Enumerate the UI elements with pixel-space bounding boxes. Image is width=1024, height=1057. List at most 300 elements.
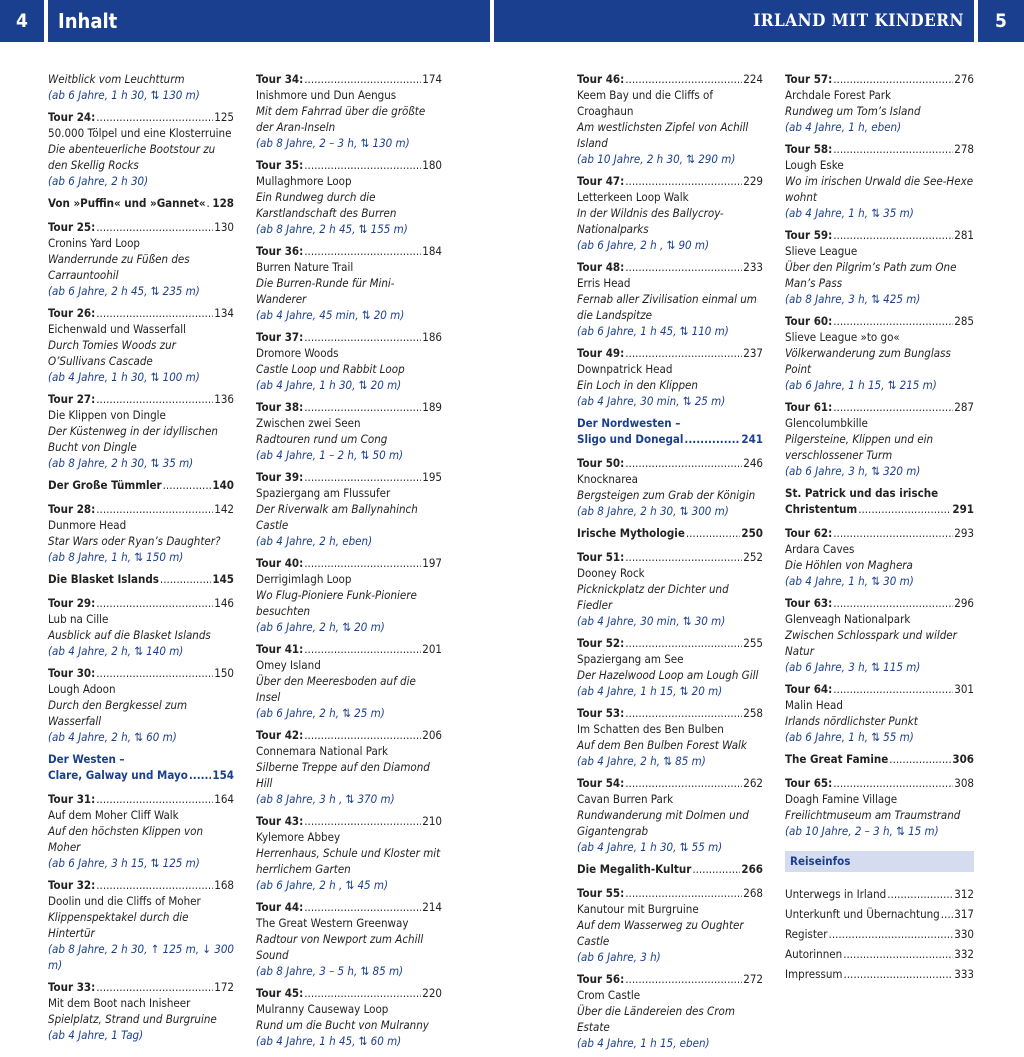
tour-name: Dromore Woods <box>256 346 339 360</box>
tour-meta: (ab 8 Jahre, 3 – 5 h, ⇅ 85 m) <box>256 964 404 978</box>
leader-dots <box>625 455 742 471</box>
leader-dots <box>686 525 741 541</box>
tour-name: Lub na Cille <box>48 612 109 626</box>
entry-label: Die Blasket Islands <box>48 572 159 586</box>
tour-name: Derrigimlagh Loop <box>256 572 352 586</box>
tour-name: Archdale Forest Park <box>785 88 892 102</box>
entry-label: Sligo und Donegal <box>577 432 684 446</box>
page-number: 278 <box>954 142 974 156</box>
tour-meta: (ab 4 Jahre, 2 h, ⇅ 85 m) <box>577 754 706 768</box>
tour-heading-row[interactable] <box>256 469 442 485</box>
tour-description: Radtour von Newport zum Achill Sound <box>256 932 424 962</box>
entry-label: Tour 30: <box>48 666 96 680</box>
leader-dots <box>304 727 421 743</box>
tour-name: Auf dem Moher Cliff Walk <box>48 808 179 822</box>
tour-heading-row[interactable] <box>785 141 974 157</box>
tour-name: Inishmore und Dun Aengus <box>256 88 397 102</box>
tour-heading-row[interactable] <box>577 549 763 565</box>
toc-entry <box>577 415 763 447</box>
tour-name: Downpatrick Head <box>577 362 673 376</box>
tour-description: Pilgersteine, Klippen und ein verschlossener Turm <box>785 432 934 462</box>
page-number: 241 <box>741 432 763 446</box>
tour-heading-row[interactable] <box>48 501 234 517</box>
tour-name: Die Klippen von Dingle <box>48 408 166 422</box>
leader-dots <box>833 71 953 87</box>
leader-dots <box>625 705 742 721</box>
leader-dots <box>625 885 742 901</box>
tour-meta: (ab 6 Jahre, 3 h, ⇅ 320 m) <box>785 464 921 478</box>
entry-label: Irische Mythologie <box>577 526 685 540</box>
tour-name: Slieve League »to go« <box>785 330 900 344</box>
page-number: 197 <box>422 556 442 570</box>
toc-entry <box>577 775 763 855</box>
tour-meta: (ab 6 Jahre, 1 h 30, ⇅ 130 m) <box>48 88 200 102</box>
toc-entry <box>48 219 234 299</box>
tour-meta: (ab 6 Jahre, 2 h 45, ⇅ 235 m) <box>48 284 200 298</box>
leader-dots <box>625 259 742 275</box>
tour-meta: (ab 8 Jahre, 2 h 30, ⇅ 300 m) <box>577 504 729 518</box>
tour-heading-row[interactable] <box>256 985 442 1001</box>
tour-heading-row[interactable] <box>48 219 234 235</box>
page-number: 134 <box>214 306 234 320</box>
tour-meta: (ab 4 Jahre, 1 h 30, ⇅ 100 m) <box>48 370 200 384</box>
tour-name: Mullaghmore Loop <box>256 174 352 188</box>
page-number: 262 <box>743 776 763 790</box>
page-number: 154 <box>212 768 234 782</box>
tour-heading-row[interactable] <box>256 555 442 571</box>
tour-description: Der Hazelwood Loop am Lough Gill <box>577 668 759 682</box>
tour-meta: (ab 8 Jahre, 2 h 30, ↑ 125 m, ↓ 300 m) <box>48 942 235 972</box>
tour-name: Cronins Yard Loop <box>48 236 140 250</box>
tour-meta: (ab 6 Jahre, 2 h , ⇅ 90 m) <box>577 238 710 252</box>
entry-label: Tour 53: <box>577 706 625 720</box>
tour-name: Knocknarea <box>577 472 638 486</box>
entry-label: The Great Famine <box>785 752 889 766</box>
entry-label: Tour 38: <box>256 400 304 414</box>
entry-label: Tour 32: <box>48 878 96 892</box>
tour-meta: (ab 4 Jahre, 1 h, ⇅ 35 m) <box>785 206 914 220</box>
tour-heading-row[interactable] <box>577 705 763 721</box>
tour-meta: (ab 4 Jahre, 30 min, ⇅ 25 m) <box>577 394 726 408</box>
tour-meta: (ab 4 Jahre, 1 h 30, ⇅ 55 m) <box>577 840 723 854</box>
entry-label: Die Megalith-Kultur <box>577 862 692 876</box>
tour-heading-row[interactable] <box>48 109 234 125</box>
tour-description: Auf den höchsten Klippen von Moher <box>48 824 204 854</box>
tour-heading-row[interactable] <box>256 641 442 657</box>
toc-entry <box>48 571 234 587</box>
leader-dots <box>304 157 421 173</box>
tour-meta: (ab 6 Jahre, 3 h) <box>577 950 661 964</box>
tour-description: Völkerwanderung zum Bunglass Point <box>785 346 951 376</box>
toc-entry <box>48 595 234 659</box>
tour-description: Über den Meeresboden auf die Insel <box>256 674 416 704</box>
tour-name: Malin Head <box>785 698 843 712</box>
entry-label: Clare, Galway und Mayo <box>48 768 188 782</box>
toc-column-3 <box>577 71 763 1057</box>
leader-dots <box>304 985 421 1001</box>
entry-label: Tour 31: <box>48 792 96 806</box>
tour-heading-row[interactable] <box>256 813 442 829</box>
toc-entry <box>577 259 763 339</box>
tour-meta: (ab 4 Jahre, 45 min, ⇅ 20 m) <box>256 308 405 322</box>
toc-entry <box>577 705 763 769</box>
toc-link-row[interactable] <box>785 946 974 962</box>
toc-entry <box>48 71 234 103</box>
page-number: 125 <box>214 110 234 124</box>
section-row[interactable] <box>48 477 234 493</box>
leader-dots <box>843 966 953 982</box>
tour-name: Mit dem Boot nach Inisheer <box>48 996 191 1010</box>
tour-name: Connemara National Park <box>256 744 389 758</box>
tour-description: Mit dem Fahrrad über die größte der Aran-Inseln <box>256 104 426 134</box>
toc-entry <box>785 313 974 393</box>
tour-heading-row[interactable] <box>785 525 974 541</box>
tour-heading-row[interactable] <box>256 727 442 743</box>
page-number: 266 <box>741 862 763 876</box>
tour-heading-row[interactable] <box>785 227 974 243</box>
page-number: 250 <box>741 526 763 540</box>
tour-description: In der Wildnis des Ballycroy-Nationalparks <box>577 206 724 236</box>
tour-name: Kylemore Abbey <box>256 830 341 844</box>
tour-meta: (ab 6 Jahre, 3 h 15, ⇅ 125 m) <box>48 856 200 870</box>
tour-meta: (ab 8 Jahre, 2 – 3 h, ⇅ 130 m) <box>256 136 410 150</box>
toc-entry <box>577 455 763 519</box>
page-number: 130 <box>214 220 234 234</box>
tour-name: Im Schatten des Ben Bulben <box>577 722 724 736</box>
page-number: 201 <box>422 642 442 656</box>
page-number: 168 <box>214 878 234 892</box>
entry-label: Tour 25: <box>48 220 96 234</box>
tour-meta: (ab 8 Jahre, 1 h, ⇅ 150 m) <box>48 550 184 564</box>
tour-heading-row[interactable] <box>577 71 763 87</box>
leader-dots <box>833 525 953 541</box>
tour-description: Herrenhaus, Schule und Kloster mit herrlichem Garten <box>256 846 441 876</box>
tour-heading-row[interactable] <box>785 71 974 87</box>
tour-description: Am westlichsten Zipfel von Achill Island <box>577 120 749 150</box>
toc-entry <box>48 877 234 973</box>
leader-dots <box>304 555 421 571</box>
page-number: 180 <box>422 158 442 172</box>
page-number: 296 <box>954 596 974 610</box>
leader-dots <box>96 219 213 235</box>
region-row[interactable] <box>48 767 234 783</box>
page-number: 210 <box>422 814 442 828</box>
toc-entry <box>48 791 234 871</box>
tour-heading-row[interactable] <box>577 775 763 791</box>
tour-description: Rundweg um Tom’s Island <box>785 104 921 118</box>
tour-heading-row[interactable] <box>256 899 442 915</box>
tour-heading-row[interactable] <box>577 345 763 361</box>
tour-heading-row[interactable] <box>48 595 234 611</box>
toc-link-row[interactable] <box>785 886 974 902</box>
leader-dots <box>304 329 421 345</box>
leader-dots <box>304 71 421 87</box>
entry-label: Tour 63: <box>785 596 833 610</box>
tour-meta: (ab 6 Jahre, 2 h , ⇅ 45 m) <box>256 878 389 892</box>
tour-meta: (ab 4 Jahre, 1 h 30, ⇅ 20 m) <box>256 378 402 392</box>
tour-heading-row[interactable] <box>48 391 234 407</box>
tour-heading-row[interactable] <box>256 157 442 173</box>
tour-meta: (ab 6 Jahre, 1 h 45, ⇅ 110 m) <box>577 324 729 338</box>
leader-dots <box>833 775 953 791</box>
tour-heading-row[interactable] <box>256 329 442 345</box>
tour-heading-row[interactable] <box>577 885 763 901</box>
tour-name: Lough Eske <box>785 158 844 172</box>
tour-heading-row[interactable] <box>256 71 442 87</box>
tour-name: Spaziergang am Flussufer <box>256 486 391 500</box>
tour-heading-row[interactable] <box>256 399 442 415</box>
toc-entry <box>785 71 974 135</box>
entry-label: Tour 26: <box>48 306 96 320</box>
leader-dots <box>833 141 953 157</box>
tour-meta: (ab 10 Jahre, 2 – 3 h, ⇅ 15 m) <box>785 824 939 838</box>
section-heading-line: St. Patrick und das irische <box>785 486 939 500</box>
toc-entry <box>577 885 763 965</box>
entry-label: Tour 41: <box>256 642 304 656</box>
tour-heading-row[interactable] <box>785 775 974 791</box>
toc-entry <box>256 399 442 463</box>
page-number: 272 <box>743 972 763 986</box>
tour-name: 50.000 Tölpel und eine Klosterruine <box>48 126 232 140</box>
leader-dots <box>833 681 953 697</box>
leader-dots <box>684 431 740 447</box>
tour-name: Omey Island <box>256 658 321 672</box>
tour-name: Letterkeen Loop Walk <box>577 190 689 204</box>
tour-heading-row[interactable] <box>785 681 974 697</box>
section-row[interactable] <box>785 751 974 767</box>
entry-label: Tour 58: <box>785 142 833 156</box>
toc-entry <box>577 525 763 541</box>
toc-link-row[interactable] <box>785 966 974 982</box>
entry-label: Tour 51: <box>577 550 625 564</box>
page-number: 164 <box>214 792 234 806</box>
tour-description: Die Höhlen von Maghera <box>785 558 913 572</box>
entry-label: Tour 24: <box>48 110 96 124</box>
leader-dots <box>207 195 212 211</box>
tour-heading-row[interactable] <box>577 455 763 471</box>
tour-description: Ein Rundweg durch die Karstlandschaft des Burren <box>256 190 397 220</box>
page-number: 136 <box>214 392 234 406</box>
leader-dots <box>833 313 953 329</box>
tour-heading-row[interactable] <box>577 635 763 651</box>
entry-label: Der Große Tümmler <box>48 478 162 492</box>
tour-meta: (ab 6 Jahre, 1 h, ⇅ 55 m) <box>785 730 914 744</box>
tour-name: Mulranny Causeway Loop <box>256 1002 389 1016</box>
entry-label: Tour 49: <box>577 346 625 360</box>
entry-label: Unterkunft und Übernachtung <box>785 907 940 921</box>
page-number: 276 <box>954 72 974 86</box>
tour-heading-row[interactable] <box>48 979 234 995</box>
page-number: 268 <box>743 886 763 900</box>
leader-dots <box>96 791 213 807</box>
tour-meta: (ab 4 Jahre, 1 h 45, ⇅ 60 m) <box>256 1034 402 1048</box>
tour-heading-row[interactable] <box>577 259 763 275</box>
section-row[interactable] <box>577 861 763 877</box>
tour-description: Durch den Bergkessel zum Wasserfall <box>48 698 188 728</box>
leader-dots <box>96 877 213 893</box>
tour-heading-row[interactable] <box>785 595 974 611</box>
tour-description: Bergsteigen zum Grab der Königin <box>577 488 756 502</box>
toc-column-4 <box>785 71 974 986</box>
toc-column-1 <box>48 71 234 1049</box>
page-number: 285 <box>954 314 974 328</box>
tour-name: Doolin und die Cliffs of Moher <box>48 894 201 908</box>
toc-entry <box>48 979 234 1043</box>
leader-dots <box>829 926 954 942</box>
toc-link-row[interactable] <box>785 926 974 942</box>
tour-meta: (ab 4 Jahre, 1 Tag) <box>48 1028 144 1042</box>
toc-entry <box>48 391 234 471</box>
toc-link-row[interactable] <box>785 906 974 922</box>
page-number: 184 <box>422 244 442 258</box>
leader-dots <box>160 571 211 587</box>
toc-entry <box>577 861 763 877</box>
tour-description: Rundwanderung mit Dolmen und Gigantengrab <box>577 808 749 838</box>
tour-heading-row[interactable] <box>48 877 234 893</box>
leader-dots <box>189 767 212 783</box>
entry-label: Autorinnen <box>785 947 843 961</box>
entry-label: Tour 36: <box>256 244 304 258</box>
entry-label: Tour 64: <box>785 682 833 696</box>
tour-name: Dooney Rock <box>577 566 645 580</box>
entry-label: Impressum <box>785 967 843 981</box>
leader-dots <box>96 109 213 125</box>
entry-label: Tour 60: <box>785 314 833 328</box>
tour-meta: (ab 10 Jahre, 2 h 30, ⇅ 290 m) <box>577 152 736 166</box>
leader-dots <box>625 173 742 189</box>
entry-label: Tour 29: <box>48 596 96 610</box>
toc-entry <box>577 549 763 629</box>
page-number: 287 <box>954 400 974 414</box>
tour-meta: (ab 4 Jahre, 1 h 15, eben) <box>577 1036 710 1050</box>
tour-description: Auf dem Ben Bulben Forest Walk <box>577 738 747 752</box>
region-row[interactable] <box>577 431 763 447</box>
entry-label: Tour 42: <box>256 728 304 742</box>
tour-description: Picknickplatz der Dichter und Fiedler <box>577 582 729 612</box>
entry-label: Tour 34: <box>256 72 304 86</box>
tour-name: Kanutour mit Burgruine <box>577 902 699 916</box>
toc-entry <box>577 635 763 699</box>
section-row[interactable] <box>48 571 234 587</box>
leader-dots <box>625 775 742 791</box>
tour-heading-row[interactable] <box>48 791 234 807</box>
page-number: 174 <box>422 72 442 86</box>
tour-name: Ardara Caves <box>785 542 855 556</box>
tour-name: Crom Castle <box>577 988 641 1002</box>
toc-entry <box>48 665 234 745</box>
tour-meta: (ab 4 Jahre, 2 h, eben) <box>256 534 373 548</box>
tour-heading-row[interactable] <box>48 305 234 321</box>
tour-name: Spaziergang am See <box>577 652 684 666</box>
tour-description: Castle Loop und Rabbit Loop <box>256 362 405 376</box>
tour-description: Über den Pilgrim’s Path zum One Man’s Pass <box>785 260 957 290</box>
page-number: 255 <box>743 636 763 650</box>
tour-description: Freilichtmuseum am Traumstrand <box>785 808 961 822</box>
toc-entry <box>785 775 974 839</box>
toc-entry <box>785 485 974 517</box>
page-number: 306 <box>952 752 974 766</box>
region-heading-line: Der Westen – <box>48 752 125 766</box>
tour-heading-row[interactable] <box>48 665 234 681</box>
section-row[interactable] <box>48 195 234 211</box>
left-page-number: 4 <box>0 0 44 42</box>
tour-name: Burren Nature Trail <box>256 260 354 274</box>
toc-entry <box>256 899 442 979</box>
entry-label: Tour 27: <box>48 392 96 406</box>
tour-description: Zwischen Schlosspark und wilder Natur <box>785 628 957 658</box>
toc-entry <box>48 501 234 565</box>
leader-dots <box>304 813 421 829</box>
entry-label: Tour 62: <box>785 526 833 540</box>
tour-heading-row[interactable] <box>577 173 763 189</box>
tour-description: Durch Tomies Woods zur O’Sullivans Cascade <box>48 338 176 368</box>
toc-entry <box>256 727 442 807</box>
section-row[interactable] <box>785 501 974 517</box>
tour-name: The Great Western Greenway <box>256 916 409 930</box>
tour-description: Ausblick auf die Blasket Islands <box>48 628 211 642</box>
leader-dots <box>96 501 213 517</box>
leader-dots <box>833 595 953 611</box>
tour-heading-row[interactable] <box>785 313 974 329</box>
tour-heading-row[interactable] <box>785 399 974 415</box>
entry-label: Tour 65: <box>785 776 833 790</box>
tour-description: Rund um die Bucht von Mulranny <box>256 1018 429 1032</box>
tour-description: Ein Loch in den Klippen <box>577 378 698 392</box>
tour-description: Auf dem Wasserweg zu Oughter Castle <box>577 918 744 948</box>
tour-heading-row[interactable] <box>577 971 763 987</box>
page-number: 252 <box>743 550 763 564</box>
entry-label: Tour 35: <box>256 158 304 172</box>
entry-label: Tour 40: <box>256 556 304 570</box>
leader-dots <box>96 665 213 681</box>
toc-entry <box>256 813 442 893</box>
tour-description: Die Burren-Runde für Mini-Wanderer <box>256 276 395 306</box>
page-number: 142 <box>214 502 234 516</box>
page-number: 312 <box>954 887 974 901</box>
leader-dots <box>163 477 212 493</box>
leader-dots <box>96 979 213 995</box>
tour-name: Cavan Burren Park <box>577 792 674 806</box>
entry-label: Tour 59: <box>785 228 833 242</box>
tour-name: Lough Adoon <box>48 682 116 696</box>
tour-description: Klippenspektakel durch die Hintertür <box>48 910 189 940</box>
leader-dots <box>833 399 953 415</box>
leader-dots <box>887 886 953 902</box>
page-number: 291 <box>952 502 974 516</box>
leader-dots <box>96 391 213 407</box>
leader-dots <box>843 946 953 962</box>
toc-entry <box>256 641 442 721</box>
entry-label: Tour 54: <box>577 776 625 790</box>
toc-entry <box>256 157 442 237</box>
page-number: 281 <box>954 228 974 242</box>
tour-meta: (ab 8 Jahre, 2 h 45, ⇅ 155 m) <box>256 222 408 236</box>
section-row[interactable] <box>577 525 763 541</box>
toc-entry <box>577 971 763 1051</box>
region-heading-line: Der Nordwesten – <box>577 416 681 430</box>
tour-description: Irlands nördlichster Punkt <box>785 714 918 728</box>
leader-dots <box>304 469 421 485</box>
tour-meta: (ab 6 Jahre, 2 h, ⇅ 20 m) <box>256 620 385 634</box>
tour-meta: (ab 6 Jahre, 3 h, ⇅ 115 m) <box>785 660 921 674</box>
entry-label: Tour 57: <box>785 72 833 86</box>
left-header-bar <box>48 0 490 42</box>
page-number: 214 <box>422 900 442 914</box>
entry-label: Tour 28: <box>48 502 96 516</box>
toc-entry <box>48 109 234 189</box>
tour-heading-row[interactable] <box>256 243 442 259</box>
page-number: 186 <box>422 330 442 344</box>
